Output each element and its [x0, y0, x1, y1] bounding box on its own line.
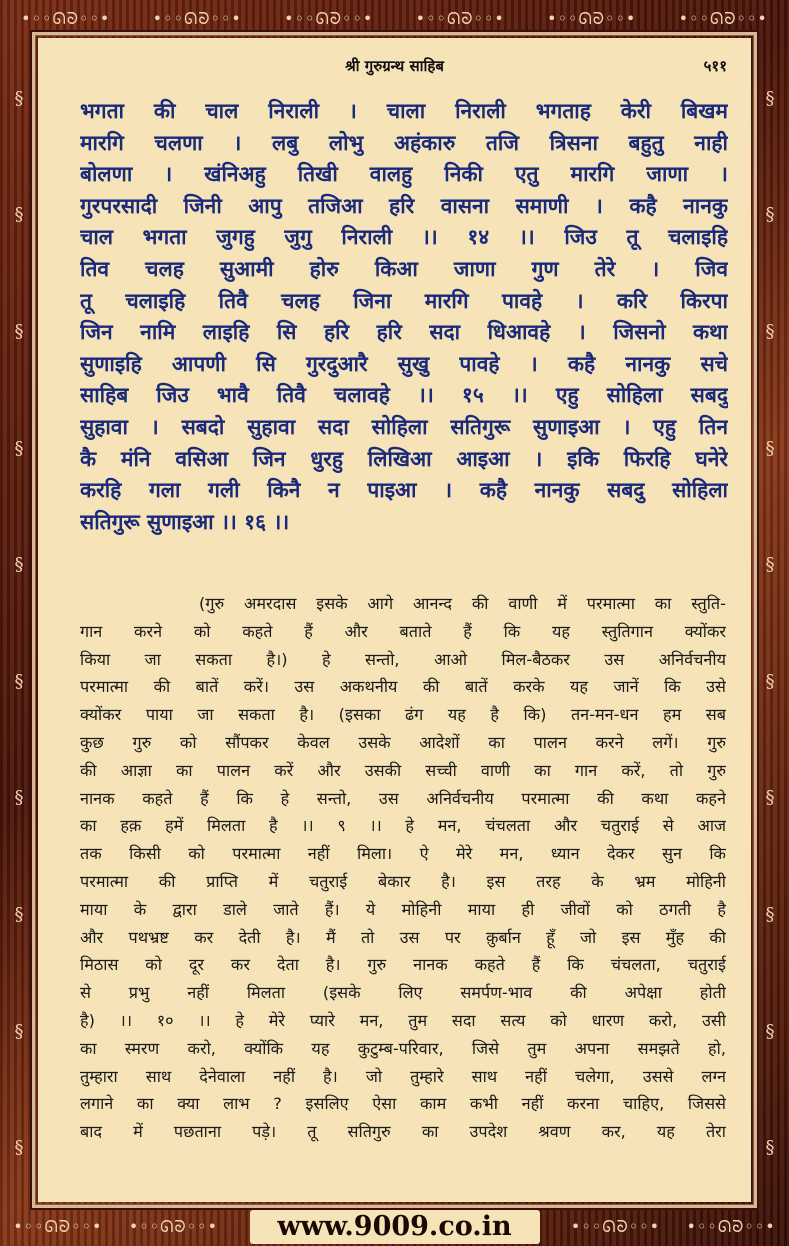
translation-line: मिठास को दूर कर देता है। गुरु नानक कहते हैं कि चंचलता, चतुराई	[80, 955, 726, 975]
gurbani-text	[80, 96, 728, 538]
border-ornament: §	[765, 1020, 775, 1042]
translation-line: की आज्ञा का पालन करें और उसकी सच्ची वाणी का गान करें, तो गुरु	[80, 760, 726, 780]
page-number: ५११	[703, 57, 727, 75]
border-ornament: •◦◦ᘏᘐ◦◦•	[415, 9, 505, 28]
border-ornament: •◦◦ᘏᘐ◦◦•	[21, 9, 111, 28]
translation-text	[80, 590, 726, 1146]
gurbani-line: जिन नामि लाइहि सि हरि हरि सदा धिआवहे । जिसनो कथा	[80, 320, 728, 345]
border-ornament: •◦◦ᘏᘐ◦◦•	[678, 9, 768, 28]
gurbani-line: सुहावा । सबदो सुहावा सदा सोहिला सतिगुरू सुणाइआ । एहु तिन	[80, 414, 728, 439]
translation-line: का स्मरण करो, क्योंकि यह कुटुम्ब-परिवार, जिसे तुम अपना समझते हो,	[80, 1038, 726, 1058]
border-ornament: §	[765, 554, 775, 576]
border-ornament: §	[765, 437, 775, 459]
border-ornament: §	[14, 670, 24, 692]
gurbani-line: सतिगुरू सुणाइआ ।। १६ ।।	[80, 509, 290, 534]
border-ornament: §	[14, 204, 24, 226]
border-ornament: §	[14, 320, 24, 342]
translation-line: लगाने का क्या लाभ ? इसलिए ऐसा काम कभी नहीं करना चाहिए, जिससे	[80, 1094, 726, 1114]
border-ornament: §	[765, 670, 775, 692]
translation-line: माया के द्वारा डाले जाते हैं। ये मोहिनी माया ही जीवों को ठगती है	[80, 899, 726, 919]
border-ornament: •◦◦ᘏᘐ◦◦•	[570, 1217, 661, 1236]
border-ornament: §	[765, 1137, 775, 1159]
border-ornament: §	[14, 87, 24, 109]
gurbani-line: मारगि चलणा । लबु लोभु अहंकारु तजि त्रिसना बहुतु नाही	[80, 130, 728, 155]
translation-line: क्योंकर पाया जा सकता है। (इसका ढंग यह है कि) तन-मन-धन हम सब	[80, 705, 726, 725]
border-ornament: •◦◦ᘏᘐ◦◦•	[152, 9, 242, 28]
border-ornament: •◦◦ᘏᘐ◦◦•	[284, 9, 374, 28]
border-ornament: §	[14, 1020, 24, 1042]
border-ornament: §	[14, 554, 24, 576]
border-ornament: §	[14, 1137, 24, 1159]
border-ornament: §	[14, 437, 24, 459]
translation-line: बाद में पछताना पड़े। तू सतिगुरु का उपदेश श्रवण कर, यह तेरा	[80, 1122, 726, 1142]
gurbani-line: बोलणा । खंनिअहु तिखी वालहु निकी एतु मारगि जाणा ।	[80, 162, 728, 187]
gurbani-line: करहि गला गली किनै न पाइआ । कहै नानकु सबदु सोहिला	[80, 478, 728, 503]
border-ornament: §	[14, 903, 24, 925]
translation-line: का हक़ हमें मिलता है ।। ९ ।। हे मन, चंचलता और चतुराई से आज	[80, 816, 726, 836]
translation-line: परमात्मा की बातें करें। उस अकथनीय की बातें करके यह जानें कि उसे	[80, 677, 726, 697]
left-border-ornaments	[4, 40, 34, 1206]
right-border-ornaments	[755, 40, 785, 1206]
page-header	[38, 56, 751, 84]
gurbani-line: सुणाइहि आपणी सि गुरदुआरै सुखु पावहे । कहै नानकु सचे	[80, 351, 728, 376]
translation-line: किया जा सकता है।) हे सन्तो, आओ मिल-बैठकर उस अनिर्वचनीय	[80, 649, 726, 669]
translation-line: और पथभ्रष्ट कर देती है। मैं तो उस पर क़ुर्बान हूँ जो इस मुँह की	[80, 927, 726, 947]
border-ornament: •◦◦ᘏᘐ◦◦•	[128, 1217, 219, 1236]
website-link[interactable]: www.9009.co.in	[277, 1211, 512, 1242]
translation-line: परमात्मा की प्राप्ति में चतुराई बेकार है। इस तरह के भ्रम मोहिनी	[80, 871, 726, 891]
top-border-ornaments	[0, 4, 789, 34]
border-ornament: •◦◦ᘏᘐ◦◦•	[547, 9, 637, 28]
border-ornament: §	[765, 204, 775, 226]
translation-line: तक किसी को परमात्मा नहीं मिला। ऐ मेरे मन, ध्यान देकर सुन कि	[80, 844, 726, 864]
translation-line: तुम्हारा साथ देनेवाला नहीं है। जो तुम्हारे साथ नहीं चलेगा, उससे लग्न	[80, 1066, 726, 1086]
border-ornament: §	[14, 787, 24, 809]
gurbani-line: साहिब जिउ भावै तिवै चलावहे ।। १५ ।। एहु सोहिला सबदु	[80, 383, 728, 408]
translation-line: कुछ गुरु को सौंपकर केवल उसके आदेशों का पालन करने लगें। गुरु	[80, 732, 726, 752]
scripture-page	[38, 38, 751, 1202]
border-ornament: •◦◦ᘏᘐ◦◦•	[13, 1217, 103, 1236]
translation-line: (गुरु अमरदास इसके आगे आनन्द की वाणी में परमात्मा का स्तुति-	[80, 594, 726, 613]
gurbani-line: गुरपरसादी जिनी आपु तजिआ हरि वासना समाणी । कहै नानकु	[80, 193, 728, 218]
border-ornament: §	[765, 320, 775, 342]
gurbani-line: भगता की चाल निराली । चाला निराली भगताह केरी बिखम	[80, 99, 728, 123]
translation-line: नानक कहते हैं कि हे सन्तो, उस अनिर्वचनीय परमात्मा की कथा कहने	[80, 788, 726, 808]
gurbani-line: तू चलाइहि तिवै चलह जिना मारगि पावहे । करि किरपा	[80, 288, 728, 313]
gurbani-line: तिव चलह सुआमी होरु किआ जाणा गुण तेरे । जिव	[80, 256, 728, 281]
translation-line: है) ।। १० ।। हे मेरे प्यारे मन, तुम सदा सत्य को धारण करो, उसी	[80, 1010, 726, 1030]
border-ornament: §	[765, 87, 775, 109]
border-ornament: •◦◦ᘏᘐ◦◦•	[686, 1217, 776, 1236]
page-title: श्री गुरुग्रन्थ साहिब	[345, 57, 444, 75]
translation-line: से प्रभु नहीं मिलता (इसके लिए समर्पण-भाव की अपेक्षा होती	[80, 983, 726, 1003]
gurbani-line: चाल भगता जुगहु जुगु निराली ।। १४ ।। जिउ तू चलाइहि	[80, 225, 728, 250]
gurbani-line: कै मंनि वसिआ जिन धुरहु लिखिआ आइआ । इकि फिरहि घनेरे	[80, 446, 728, 471]
border-ornament: §	[765, 903, 775, 925]
translation-line: गान करने को कहते हैं और बताते हैं कि यह स्तुतिगान क्योंकर	[80, 621, 726, 641]
border-ornament: §	[765, 787, 775, 809]
